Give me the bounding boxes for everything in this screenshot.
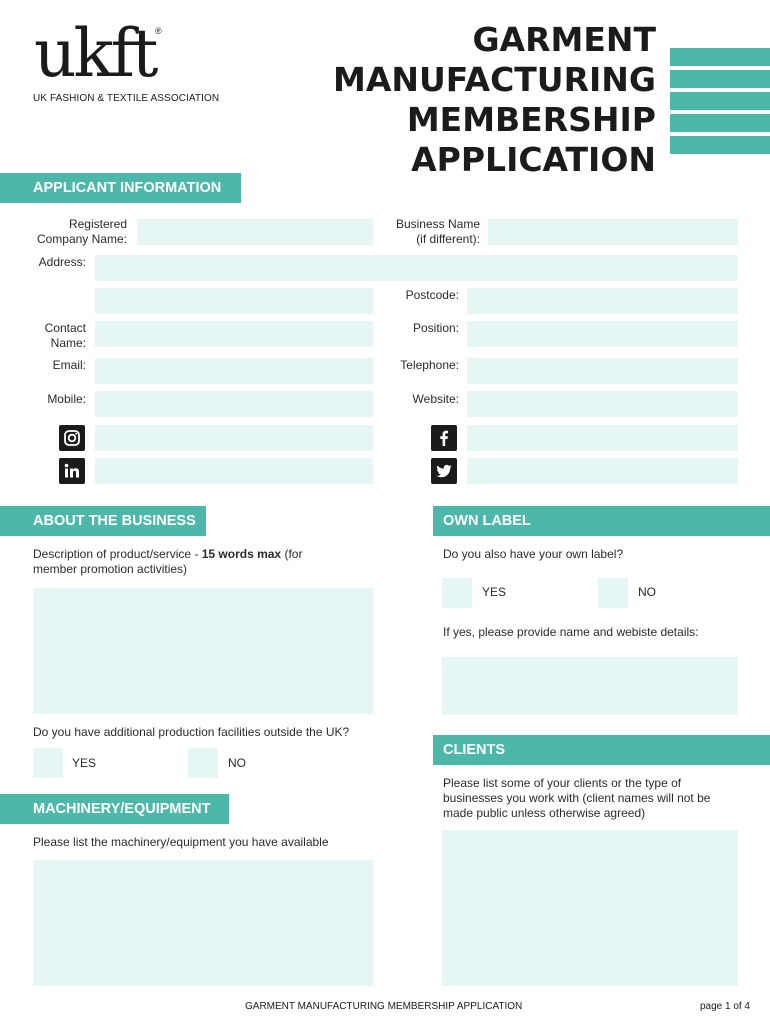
decor-stripe xyxy=(670,70,770,88)
ukft-logo: ukft xyxy=(34,15,156,92)
facilities-no-label: NO xyxy=(228,756,246,770)
own-label-question: Do you also have your own label? xyxy=(443,547,624,561)
website-label: Website: xyxy=(412,392,459,406)
registered-company-field[interactable] xyxy=(137,219,373,245)
linkedin-field[interactable] xyxy=(95,458,373,484)
section-own-label: OWN LABEL xyxy=(433,506,770,536)
machinery-field[interactable] xyxy=(33,860,373,986)
section-machinery-equipment: MACHINERY/EQUIPMENT xyxy=(0,794,229,824)
address-field-line-1[interactable] xyxy=(95,255,738,281)
decor-stripe xyxy=(670,48,770,66)
website-field[interactable] xyxy=(467,391,738,417)
facebook-icon xyxy=(431,425,457,451)
position-field[interactable] xyxy=(467,321,738,347)
position-label: Position: xyxy=(412,321,459,335)
title-line-3: MEMBERSHIP xyxy=(406,100,656,139)
decor-stripe xyxy=(670,114,770,132)
linkedin-icon xyxy=(59,458,85,484)
mobile-field[interactable] xyxy=(95,391,373,417)
postcode-label: Postcode: xyxy=(405,288,459,302)
footer-title: GARMENT MANUFACTURING MEMBERSHIP APPLICATION xyxy=(245,1001,523,1012)
business-name-field[interactable] xyxy=(488,219,738,245)
postcode-field[interactable] xyxy=(467,288,738,314)
clients-field[interactable] xyxy=(442,830,738,986)
email-field[interactable] xyxy=(95,358,373,384)
address-label: Address: xyxy=(38,255,86,269)
facilities-no-checkbox[interactable] xyxy=(188,748,218,778)
business-description-field[interactable] xyxy=(33,588,373,714)
telephone-label: Telephone: xyxy=(400,358,459,372)
page-title xyxy=(333,20,656,180)
facilities-question: Do you have additional production facilities outside the UK? xyxy=(33,725,350,739)
section-applicant-information: APPLICANT INFORMATION xyxy=(0,173,241,203)
own-label-details-field[interactable] xyxy=(442,657,738,715)
registered-mark: ® xyxy=(155,26,162,36)
page-number: page 1 of 4 xyxy=(699,1001,750,1012)
telephone-field[interactable] xyxy=(467,358,738,384)
address-field-line-2[interactable] xyxy=(95,288,373,314)
facilities-yes-label: YES xyxy=(72,756,97,770)
machinery-prompt: Please list the machinery/equipment you have available xyxy=(33,835,329,849)
twitter-icon xyxy=(431,458,457,484)
twitter-field[interactable] xyxy=(467,458,738,484)
section-about-the-business: ABOUT THE BUSINESS xyxy=(0,506,206,536)
business-name-label: Business Name (if different): xyxy=(395,217,480,246)
decor-stripe xyxy=(670,136,770,154)
title-line-4: APPLICATION xyxy=(411,140,656,179)
instagram-field[interactable] xyxy=(95,425,373,451)
decor-stripe xyxy=(670,92,770,110)
facilities-yes-checkbox[interactable] xyxy=(33,748,63,778)
contact-name-field[interactable] xyxy=(95,321,373,347)
logo-tagline: UK FASHION & TEXTILE ASSOCIATION xyxy=(33,93,220,104)
own-label-no-label: NO xyxy=(638,585,656,599)
mobile-label: Mobile: xyxy=(47,392,86,406)
clients-prompt: Please list some of your clients or the type of businesses you work with (client names will not be made public unless otherwise agreed) xyxy=(443,776,711,820)
title-line-2: MANUFACTURING xyxy=(332,60,656,99)
instagram-icon xyxy=(59,425,85,451)
facebook-field[interactable] xyxy=(467,425,738,451)
own-label-no-checkbox[interactable] xyxy=(598,578,628,608)
contact-name-label: Contact Name: xyxy=(44,321,86,350)
email-label: Email: xyxy=(52,358,86,372)
business-description-prompt: Description of product/service - 15 words max (for member promotion activities) xyxy=(33,547,303,576)
title-line-1: GARMENT xyxy=(472,20,656,59)
own-label-details-prompt: If yes, please provide name and webiste details: xyxy=(443,625,699,639)
registered-company-label: Registered Company Name: xyxy=(36,217,127,246)
section-clients: CLIENTS xyxy=(433,735,770,765)
own-label-yes-label: YES xyxy=(482,585,507,599)
own-label-yes-checkbox[interactable] xyxy=(442,578,472,608)
